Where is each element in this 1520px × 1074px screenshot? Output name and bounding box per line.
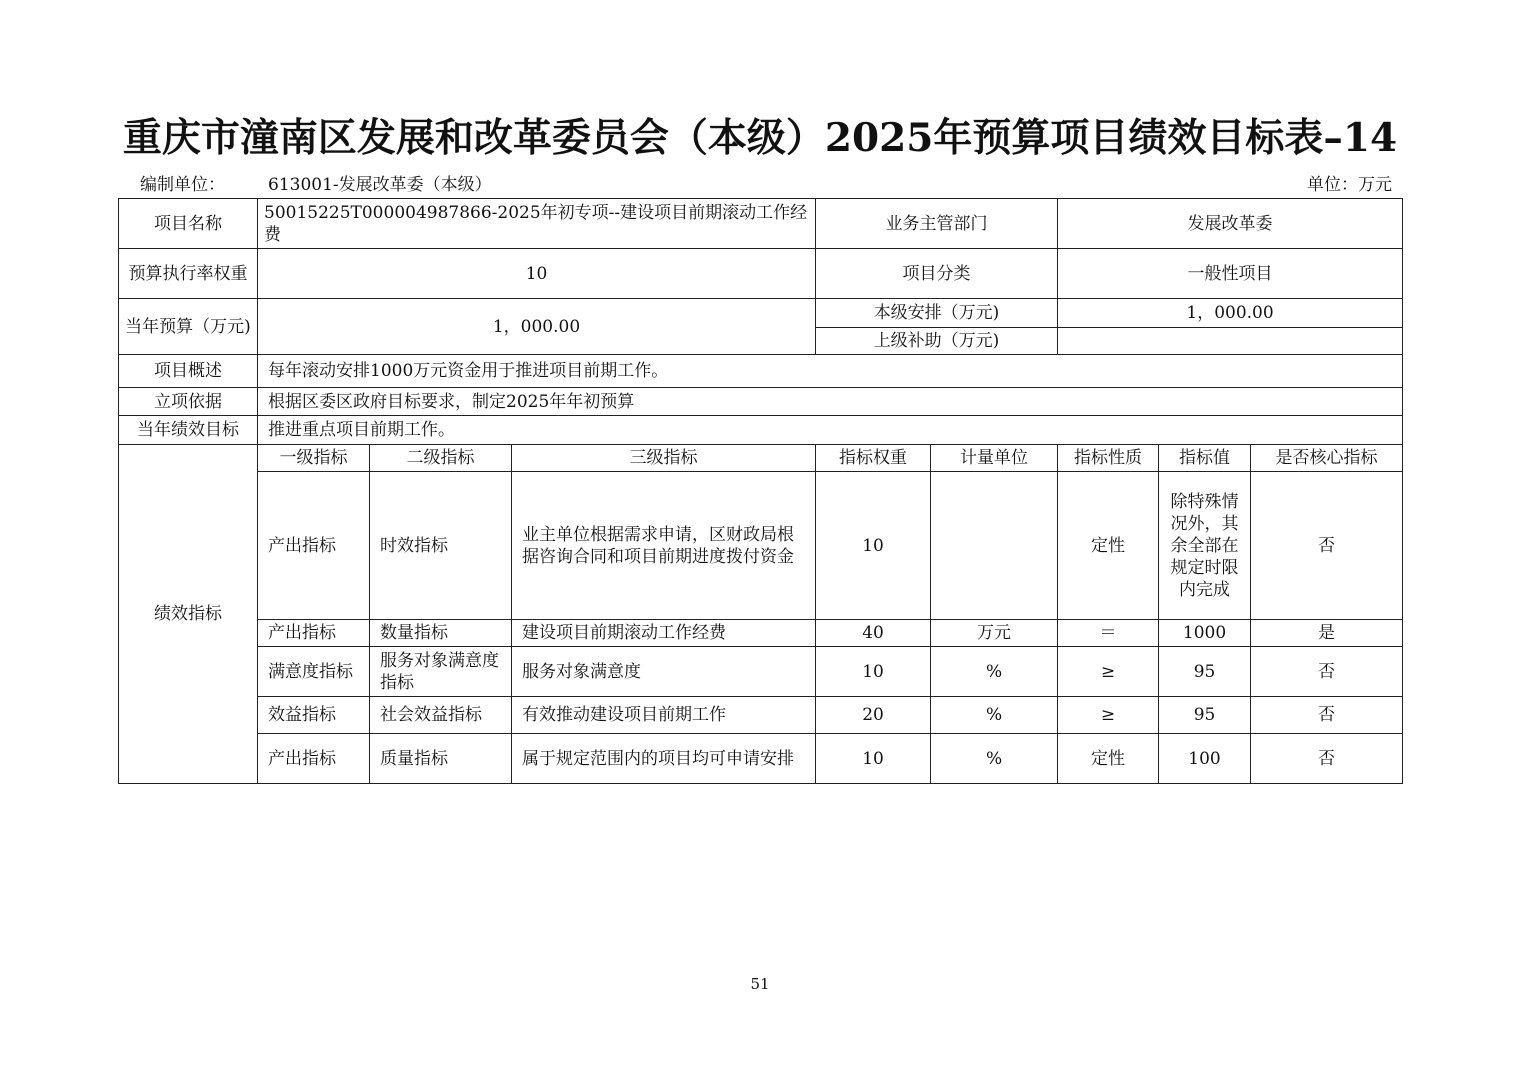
upper-value [1058, 328, 1403, 355]
org-value: 613001-发展改革委（本级） [268, 175, 492, 195]
indicator-level3: 属于规定范围内的项目均可申请安排 [512, 734, 816, 784]
indicator-weight: 20 [816, 697, 931, 734]
performance-table [118, 198, 1403, 784]
indicator-level3: 建设项目前期滚动工作经费 [512, 620, 816, 647]
indicator-core: 否 [1251, 697, 1403, 734]
indicator-nature: ＝ [1058, 620, 1159, 647]
table-row [119, 697, 1403, 734]
budget-label: 当年预算（万元) [119, 299, 258, 355]
indicator-value: 除特殊情况外，其余全部在规定时限内完成 [1159, 472, 1251, 620]
indicator-weight: 10 [816, 647, 931, 697]
row-budget [119, 299, 1403, 328]
local-label: 本级安排（万元) [816, 299, 1058, 328]
project-name-value: 50015225T000004987866-2025年初专项--建设项目前期滚动工作经费 [258, 199, 816, 249]
col-header: 一级指标 [258, 445, 370, 472]
basis-label: 立项依据 [119, 388, 258, 416]
indicator-section-label: 绩效指标 [119, 445, 258, 784]
row-basis [119, 388, 1403, 416]
col-header: 三级指标 [512, 445, 816, 472]
budget-value: 1，000.00 [258, 299, 816, 355]
local-value: 1，000.00 [1058, 299, 1403, 328]
indicator-unit: 万元 [931, 620, 1058, 647]
indicator-level2: 时效指标 [370, 472, 512, 620]
weight-label: 预算执行率权重 [119, 249, 258, 299]
indicator-weight: 40 [816, 620, 931, 647]
indicator-level1: 产出指标 [258, 620, 370, 647]
col-header: 指标权重 [816, 445, 931, 472]
page-number: 51 [750, 975, 770, 993]
overview-label: 项目概述 [119, 355, 258, 388]
table-row [119, 734, 1403, 784]
indicator-value: 100 [1159, 734, 1251, 784]
indicator-level1: 产出指标 [258, 472, 370, 620]
row-goal [119, 416, 1403, 445]
col-header: 指标性质 [1058, 445, 1159, 472]
project-name-label: 项目名称 [119, 199, 258, 249]
upper-label: 上级补助（万元) [816, 328, 1058, 355]
indicator-level2: 服务对象满意度指标 [370, 647, 512, 697]
row-overview [119, 355, 1403, 388]
indicator-nature: ≥ [1058, 647, 1159, 697]
category-label: 项目分类 [816, 249, 1058, 299]
indicator-header-row [119, 445, 1403, 472]
indicator-core: 是 [1251, 620, 1403, 647]
row-weight [119, 249, 1403, 299]
table-row [119, 472, 1403, 620]
table-row [119, 647, 1403, 697]
indicator-level2: 质量指标 [370, 734, 512, 784]
meta-row [118, 170, 1402, 194]
indicator-nature: 定性 [1058, 734, 1159, 784]
goal-value: 推进重点项目前期工作。 [258, 416, 1403, 445]
indicator-unit [931, 472, 1058, 620]
indicator-level3: 有效推动建设项目前期工作 [512, 697, 816, 734]
unit-label: 单位：万元 [1307, 175, 1392, 195]
indicator-value: 1000 [1159, 620, 1251, 647]
indicator-unit: % [931, 734, 1058, 784]
indicator-core: 否 [1251, 647, 1403, 697]
indicator-value: 95 [1159, 697, 1251, 734]
row-project-name [119, 199, 1403, 249]
indicator-nature: 定性 [1058, 472, 1159, 620]
goal-label: 当年绩效目标 [119, 416, 258, 445]
dept-value: 发展改革委 [1058, 199, 1403, 249]
indicator-level1: 产出指标 [258, 734, 370, 784]
dept-label: 业务主管部门 [816, 199, 1058, 249]
indicator-weight: 10 [816, 472, 931, 620]
indicator-level2: 社会效益指标 [370, 697, 512, 734]
indicator-core: 否 [1251, 734, 1403, 784]
page-title: 重庆市潼南区发展和改革委员会（本级）2025年预算项目绩效目标表–14 [122, 115, 1398, 161]
indicator-unit: % [931, 647, 1058, 697]
indicator-level2: 数量指标 [370, 620, 512, 647]
indicator-value: 95 [1159, 647, 1251, 697]
indicator-unit: % [931, 697, 1058, 734]
table-row [119, 620, 1403, 647]
weight-value: 10 [258, 249, 816, 299]
indicator-core: 否 [1251, 472, 1403, 620]
basis-value: 根据区委区政府目标要求，制定2025年年初预算 [258, 388, 1403, 416]
col-header: 计量单位 [931, 445, 1058, 472]
indicator-nature: ≥ [1058, 697, 1159, 734]
indicator-weight: 10 [816, 734, 931, 784]
indicator-level1: 效益指标 [258, 697, 370, 734]
col-header: 指标值 [1159, 445, 1251, 472]
overview-value: 每年滚动安排1000万元资金用于推进项目前期工作。 [258, 355, 1403, 388]
indicator-level3: 服务对象满意度 [512, 647, 816, 697]
indicator-level3: 业主单位根据需求申请，区财政局根据咨询合同和项目前期进度拨付资金 [512, 472, 816, 620]
category-value: 一般性项目 [1058, 249, 1403, 299]
col-header: 二级指标 [370, 445, 512, 472]
col-header: 是否核心指标 [1251, 445, 1403, 472]
indicator-level1: 满意度指标 [258, 647, 370, 697]
org-label: 编制单位： [140, 175, 225, 195]
